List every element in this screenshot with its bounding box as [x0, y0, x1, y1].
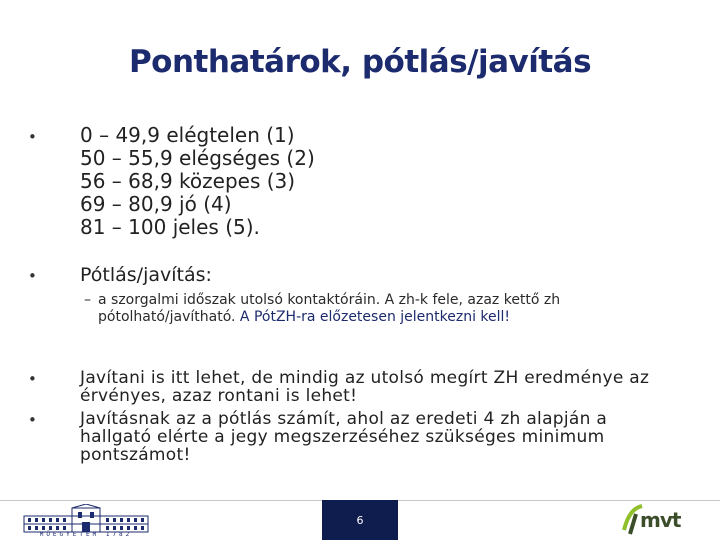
mvt-logo-text: mvt	[640, 508, 681, 532]
bme-logo-caption: MŰEGYETEM 1782	[39, 531, 133, 538]
potlas-label: Pótlás/javítás:	[80, 264, 212, 286]
dash-marker: –	[84, 292, 91, 308]
grade-line: 0 – 49,9 elégtelen (1)	[80, 123, 295, 147]
bullet-marker: •	[28, 370, 37, 388]
slide-footer	[0, 500, 720, 540]
potlas-subitem	[84, 292, 698, 326]
grade-line: 69 – 80,9 jó (4)	[80, 192, 232, 216]
page-number-box	[322, 500, 398, 540]
grade-list	[80, 124, 315, 239]
bullet-marker: •	[28, 128, 37, 146]
grade-line: 81 – 100 jeles (5).	[80, 215, 260, 239]
javitas-paragraph-1: Javítani is itt lehet, de mindig az utolsó megírt ZH eredménye az érvényes, azaz rontani is lehet!	[80, 368, 650, 406]
grade-line: 50 – 55,9 elégséges (2)	[80, 146, 315, 170]
mvt-logo	[620, 500, 710, 540]
page-number: 6	[356, 514, 364, 527]
javitas-paragraph-2: Javításnak az a pótlás számít, ahol az eredeti 4 zh alapján a hallgató elérte a jegy megszerzéséhez szükséges minimum pontszámot!	[80, 409, 608, 465]
potlas-registration-note: A PótZH-ra előzetesen jelentkezni kell!	[239, 309, 511, 325]
bullet-marker: •	[28, 267, 37, 285]
potlas-sub-text: a szorgalmi időszak utolsó kontaktóráin. A zh-k fele, azaz kettő zh pótolható/javítható.	[98, 292, 561, 325]
grade-line: 56 – 68,9 közepes (3)	[80, 169, 296, 193]
slide-title: Ponthatárok, pótlás/javítás	[128, 44, 592, 80]
bullet-marker: •	[28, 411, 37, 429]
